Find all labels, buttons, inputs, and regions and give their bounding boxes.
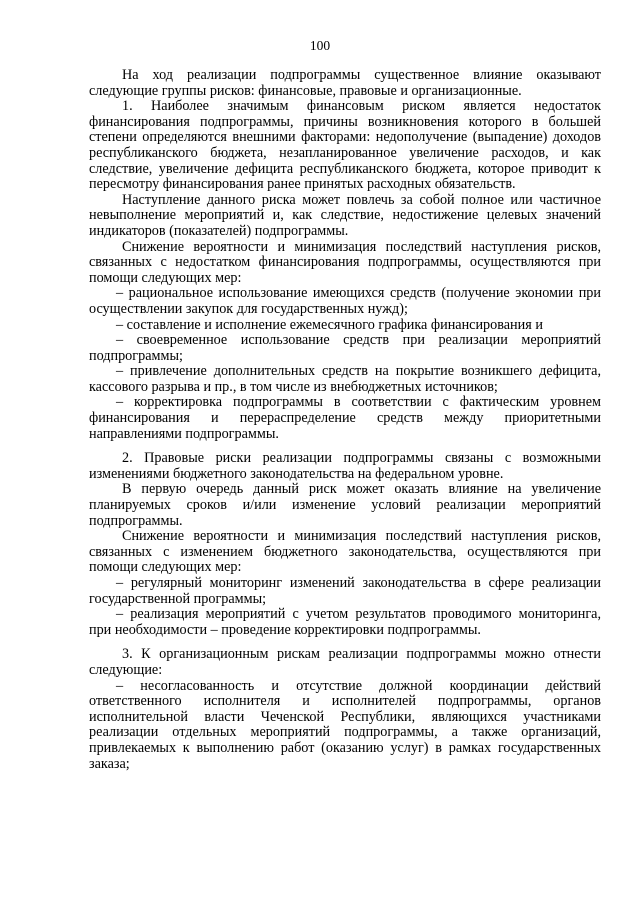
- paragraph-risk-groups: На ход реализации подпрограммы существенное влияние оказывают следующие группы рисков: финансовые, правовые и организационные.: [89, 67, 601, 99]
- list-item: – рациональное использование имеющихся средств (получение экономии при осуществлении закупок для государственных нужд);: [89, 285, 601, 317]
- paragraph-organizational-risk: 3. К организационным рискам реализации подпрограммы можно отнести следующие:: [89, 646, 601, 678]
- paragraph-financial-risk: 1. Наиболее значимым финансовым риском является недостаток финансирования подпрограммы, причины возникновения которого в большей степени определяются внешними факторами: недополучение (выпадение) доходов республиканского бюджета, незапланированное увеличение расходов, и как следствие, увеличение дефицита республиканского бюджета, которое приводит к пересмотру финансирования ранее принятых расходных обязательств.: [89, 98, 601, 193]
- paragraph-legal-risk: 2. Правовые риски реализации подпрограммы связаны с возможными изменениями бюджетного законодательства на федеральном уровне.: [89, 450, 601, 482]
- list-item: – привлечение дополнительных средств на покрытие возникшего дефицита, кассового разрыва и пр., в том числе из внебюджетных источников;: [89, 363, 601, 395]
- list-item: – регулярный мониторинг изменений законодательства в сфере реализации государственной программы;: [89, 575, 601, 607]
- paragraph-financial-measures-intro: Снижение вероятности и минимизация последствий наступления рисков, связанных с недостатком финансирования подпрограммы, осуществляются при помощи следующих мер:: [89, 238, 601, 286]
- list-item: – составление и исполнение ежемесячного графика финансирования и: [116, 316, 543, 333]
- page-number: 100: [309, 38, 331, 53]
- list-item: – несогласованность и отсутствие должной координации действий ответственного исполнителя и исполнителей подпрограммы, органов исполнительной власти Чеченской Республики, являющихся участниками реализации отдельных мероприятий подпрограммы, а также организаций, привлекаемых к выполнению работ (оказанию услуг) в рамках государственных заказа;: [89, 677, 601, 772]
- paragraph-risk-consequence: Наступление данного риска может повлечь за собой полное или частичное невыполнение мероприятий и, как следствие, недостижение целевых значений индикаторов (показателей) подпрограммы.: [89, 191, 601, 239]
- list-item: – реализация мероприятий с учетом результатов проводимого мониторинга, при необходимости – проведение корректировки подпрограммы.: [89, 606, 601, 638]
- list-item: – своевременное использование средств при реализации мероприятий подпрограммы;: [89, 332, 601, 364]
- document-body: [89, 68, 601, 772]
- paragraph-legal-risk-impact: В первую очередь данный риск может оказать влияние на увеличение планируемых сроков и/или изменение условий реализации мероприятий подпрограммы.: [89, 481, 601, 529]
- paragraph-legal-measures-intro: Снижение вероятности и минимизация последствий наступления рисков, связанных с изменением бюджетного законодательства, осуществляются при помощи следующих мер:: [89, 528, 601, 576]
- list-item: – корректировка подпрограммы в соответствии с фактическим уровнем финансирования и перераспределение средств между приоритетными направлениями подпрограммы.: [89, 394, 601, 442]
